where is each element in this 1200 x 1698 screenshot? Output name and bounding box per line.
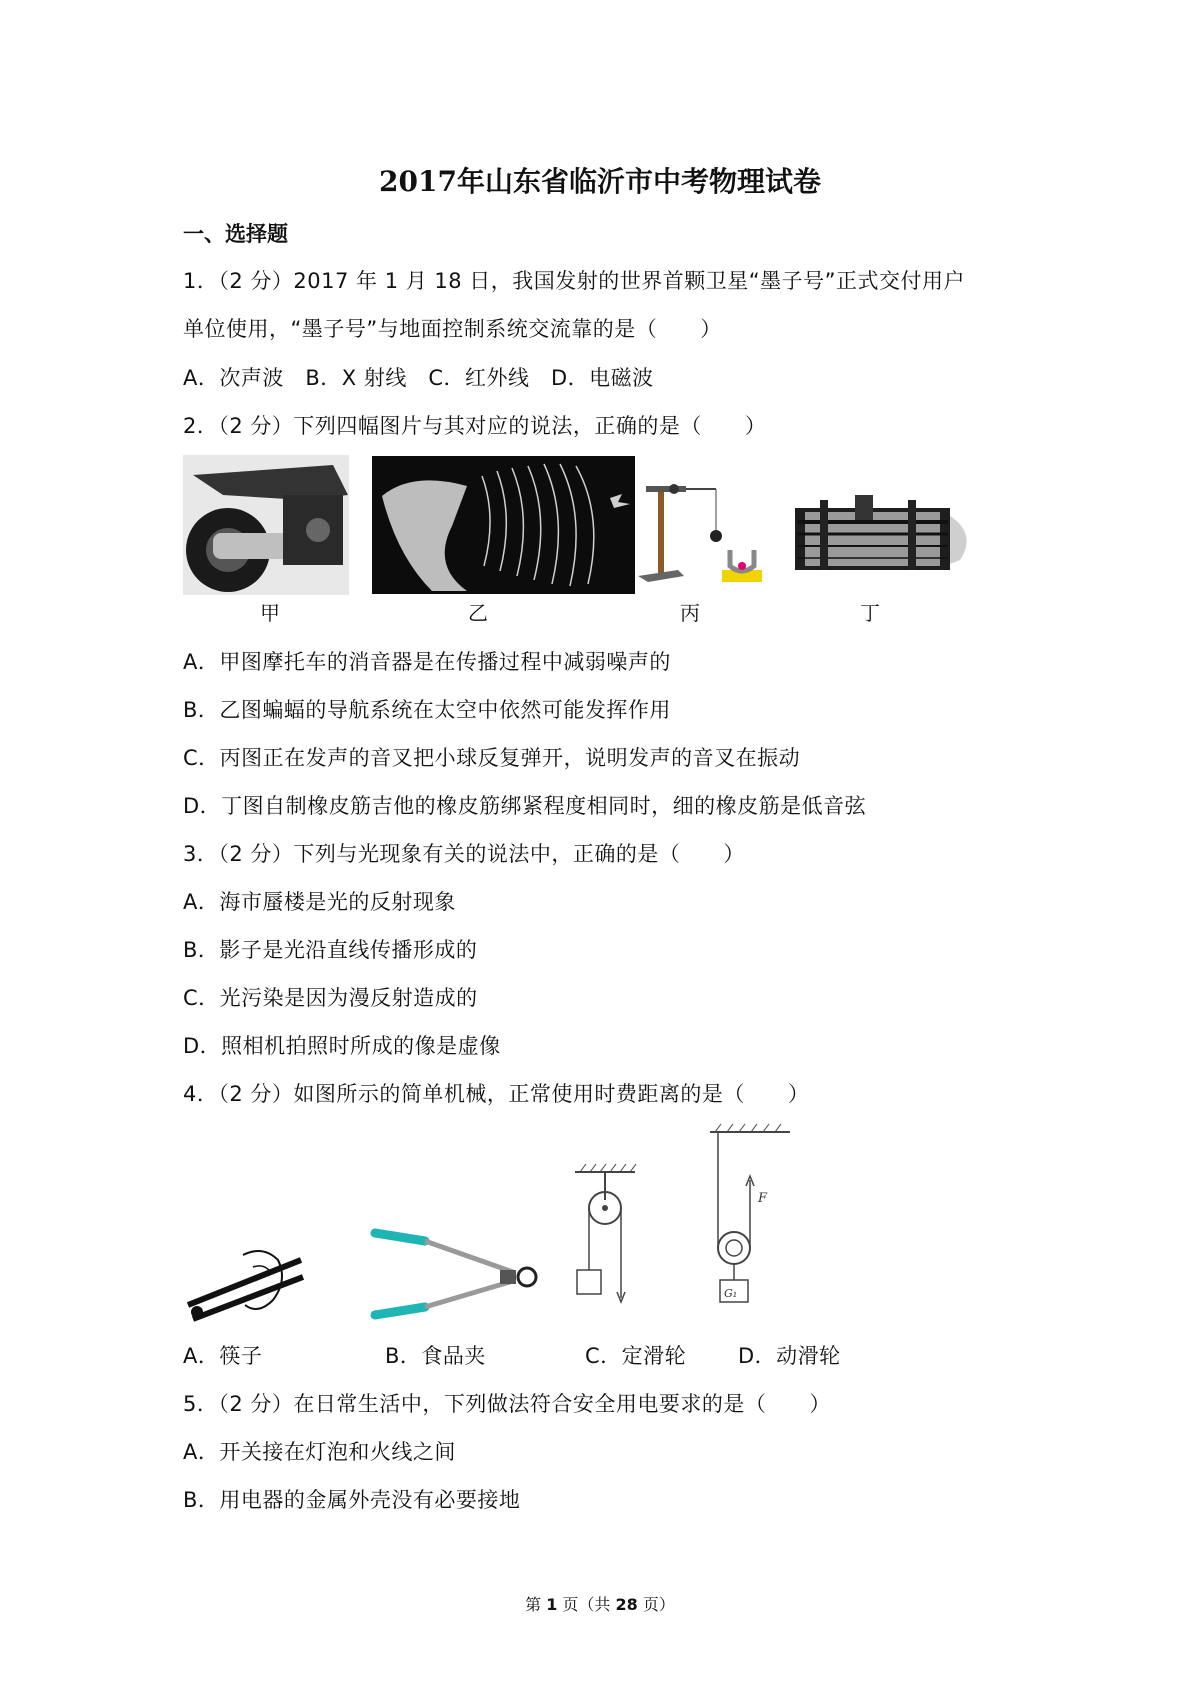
- caption-yi: 乙: [468, 601, 488, 625]
- page-title: 2017年山东省临沂市中考物理试卷: [379, 165, 821, 198]
- footer-post: 页）: [637, 1595, 675, 1614]
- motorcycle-image: [183, 455, 349, 595]
- q4-stem: 4．（2 分）如图所示的简单机械，正常使用时费距离的是（ ）: [183, 1082, 810, 1106]
- q4-option-d: D．动滑轮: [738, 1344, 841, 1368]
- caption-bing: 丙: [680, 601, 700, 625]
- q2-stem: 2．（2 分）下列四幅图片与其对应的说法，正确的是（ ）: [183, 414, 767, 438]
- q4-option-c: C．定滑轮: [585, 1344, 687, 1368]
- q5-option-a: A．开关接在灯泡和火线之间: [183, 1440, 456, 1464]
- q1-options: A．次声波 B．X 射线 C．红外线 D．电磁波: [183, 366, 654, 390]
- rubber-band-guitar-image: [790, 490, 980, 588]
- footer-pre: 第: [525, 1595, 547, 1614]
- section-heading: 一、选择题: [183, 222, 288, 246]
- footer-page-number: 1: [546, 1595, 558, 1614]
- fixed-pulley-image: [570, 1160, 640, 1310]
- footer-mid: 页（共: [557, 1595, 616, 1614]
- q3-option-b: B．影子是光沿直线传播形成的: [183, 938, 478, 962]
- movable-pulley-image: [705, 1120, 795, 1320]
- q2-option-a: A．甲图摩托车的消音器是在传播过程中减弱噪声的: [183, 650, 671, 674]
- weight-label: G₁: [724, 1287, 738, 1300]
- food-tongs-image: [365, 1215, 545, 1320]
- page-footer: [0, 1592, 1200, 1615]
- q2-option-c: C．丙图正在发声的音叉把小球反复弹开，说明发声的音叉在振动: [183, 746, 801, 770]
- q2-option-b: B．乙图蝙蝠的导航系统在太空中依然可能发挥作用: [183, 698, 671, 722]
- caption-ding: 丁: [860, 601, 880, 625]
- q5-option-b: B．用电器的金属外壳没有必要接地: [183, 1488, 521, 1512]
- q1-line1: 1．（2 分）2017 年 1 月 18 日，我国发射的世界首颗卫星“墨子号”正式交付用户: [183, 269, 966, 293]
- caption-jia: 甲: [260, 601, 280, 625]
- force-label: F: [758, 1191, 768, 1206]
- q3-option-d: D．照相机拍照时所成的像是虚像: [183, 1034, 501, 1058]
- q3-option-a: A．海市蜃楼是光的反射现象: [183, 890, 456, 914]
- q3-option-c: C．光污染是因为漫反射造成的: [183, 986, 478, 1010]
- q1-line2: 单位使用，“墨子号”与地面控制系统交流靠的是（ ）: [183, 317, 722, 341]
- q4-option-a: A．筷子: [183, 1344, 263, 1368]
- q5-stem: 5．（2 分）在日常生活中，下列做法符合安全用电要求的是（ ）: [183, 1392, 831, 1416]
- q4-option-b: B．食品夹: [385, 1344, 486, 1368]
- q3-stem: 3．（2 分）下列与光现象有关的说法中，正确的是（ ）: [183, 842, 745, 866]
- chopsticks-image: [183, 1245, 308, 1323]
- tuning-fork-image: [638, 478, 768, 588]
- q2-option-d: D．丁图自制橡皮筋吉他的橡皮筋绑紧程度相同时，细的橡皮筋是低音弦: [183, 794, 867, 818]
- bat-echolocation-image: [372, 456, 635, 594]
- footer-total-pages: 28: [615, 1595, 638, 1614]
